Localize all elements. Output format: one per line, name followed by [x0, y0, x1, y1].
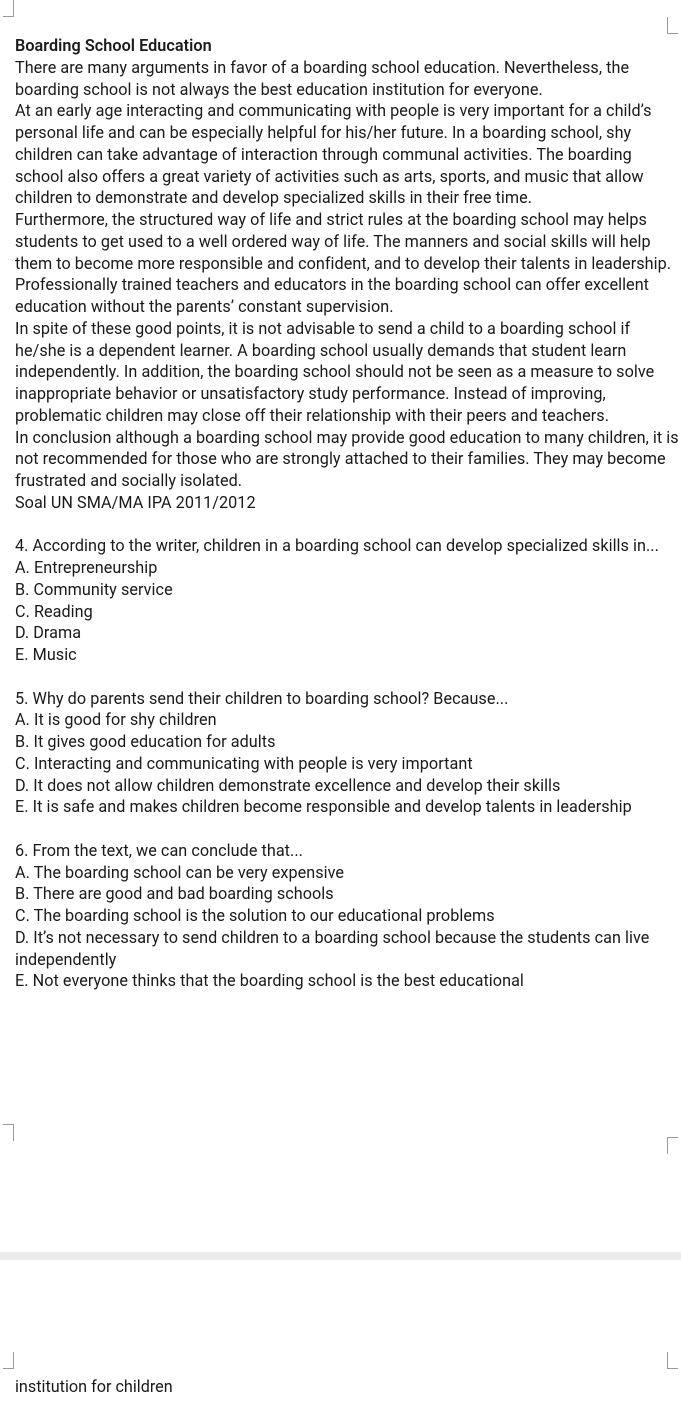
answer-option: E. Music — [15, 645, 77, 664]
answer-option: E. Not everyone thinks that the boarding school is the best educational — [15, 971, 524, 991]
answer-option: D. It’s not necessary to send children to a boarding school because the students can live independently — [15, 927, 650, 969]
article-source: Soal UN SMA/MA IPA 2011/2012 — [15, 492, 256, 512]
answer-option: E. It is safe and makes children become responsible and develop talents in leadership — [15, 797, 632, 817]
crop-mark-bottom-left — [3, 1124, 14, 1141]
spacer — [15, 818, 679, 840]
spacer — [15, 666, 679, 688]
document-body — [15, 35, 679, 992]
answer-option: A. Entrepreneurship — [15, 558, 158, 577]
answer-option: D. Drama — [15, 623, 82, 643]
answer-option: B. It gives good education for adults — [15, 732, 276, 751]
article-paragraph: There are many arguments in favor of a boarding school education. Nevertheless, the boarding school is not always the best education institution for everyone. — [15, 57, 630, 99]
question-stem: 5. Why do parents send their children to boarding school? Because... — [15, 688, 509, 708]
answer-option: C. The boarding school is the solution to our educational problems — [15, 906, 495, 925]
crop-mark-top-left — [3, 1352, 14, 1369]
answer-option: A. It is good for shy children — [15, 710, 217, 730]
crop-mark-top-right — [667, 17, 678, 34]
crop-mark-top-left — [3, 0, 14, 17]
answer-option: D. It does not allow children demonstrate excellence and develop their skills — [15, 775, 561, 795]
article-title: Boarding School Education — [15, 36, 212, 55]
page2-continuation-text: institution for children — [15, 1377, 173, 1396]
answer-option: C. Interacting and communicating with people is very important — [15, 753, 473, 773]
answer-option: B. There are good and bad boarding schools — [15, 884, 334, 904]
answer-option: C. Reading — [15, 601, 93, 621]
page-separator — [0, 1252, 681, 1260]
article-paragraph: In spite of these good points, it is not advisable to send a child to a boarding school if he/she is a dependent learner. A boarding school usually demands that student learn independently. In addition, the boarding school should not be seen as a measure to solve inappropriate behavior or unsatisfactory study performance. Instead of improving, problematic children may close off their relationship with their peers and teachers. — [15, 318, 655, 425]
answer-option: B. Community service — [15, 579, 173, 599]
answer-option: A. The boarding school can be very expensive — [15, 862, 345, 882]
spacer — [15, 514, 679, 536]
question-stem: 6. From the text, we can conclude that... — [15, 840, 303, 860]
crop-mark-bottom-right — [667, 1137, 678, 1154]
article-paragraph: In conclusion although a boarding school may provide good education to many children, it is not recommended for those who are strongly attached to their families. They may become frustrated and socially isolated. — [15, 427, 679, 490]
article-paragraph: Furthermore, the structured way of life and strict rules at the boarding school may helps students to get used to a well ordered way of life. The manners and social skills will help them to become more responsible and confident, and to develop their talents in leadership. Professionally trained teachers and educators in the boarding school can offer excellent education without the parents’ constant supervision. — [15, 210, 672, 316]
crop-mark-top-right — [667, 1352, 678, 1369]
article-paragraph: At an early age interacting and communicating with people is very important for a child’s personal life and can be especially helpful for his/her future. In a boarding school, shy children can take advantage of interaction through communal activities. The boarding school also offers a great variety of activities such as arts, sports, and music that allow children to demonstrate and develop specialized skills in their free time. — [15, 101, 652, 208]
question-stem: 4. According to the writer, children in a boarding school can develop specialized skills in... — [15, 536, 659, 556]
